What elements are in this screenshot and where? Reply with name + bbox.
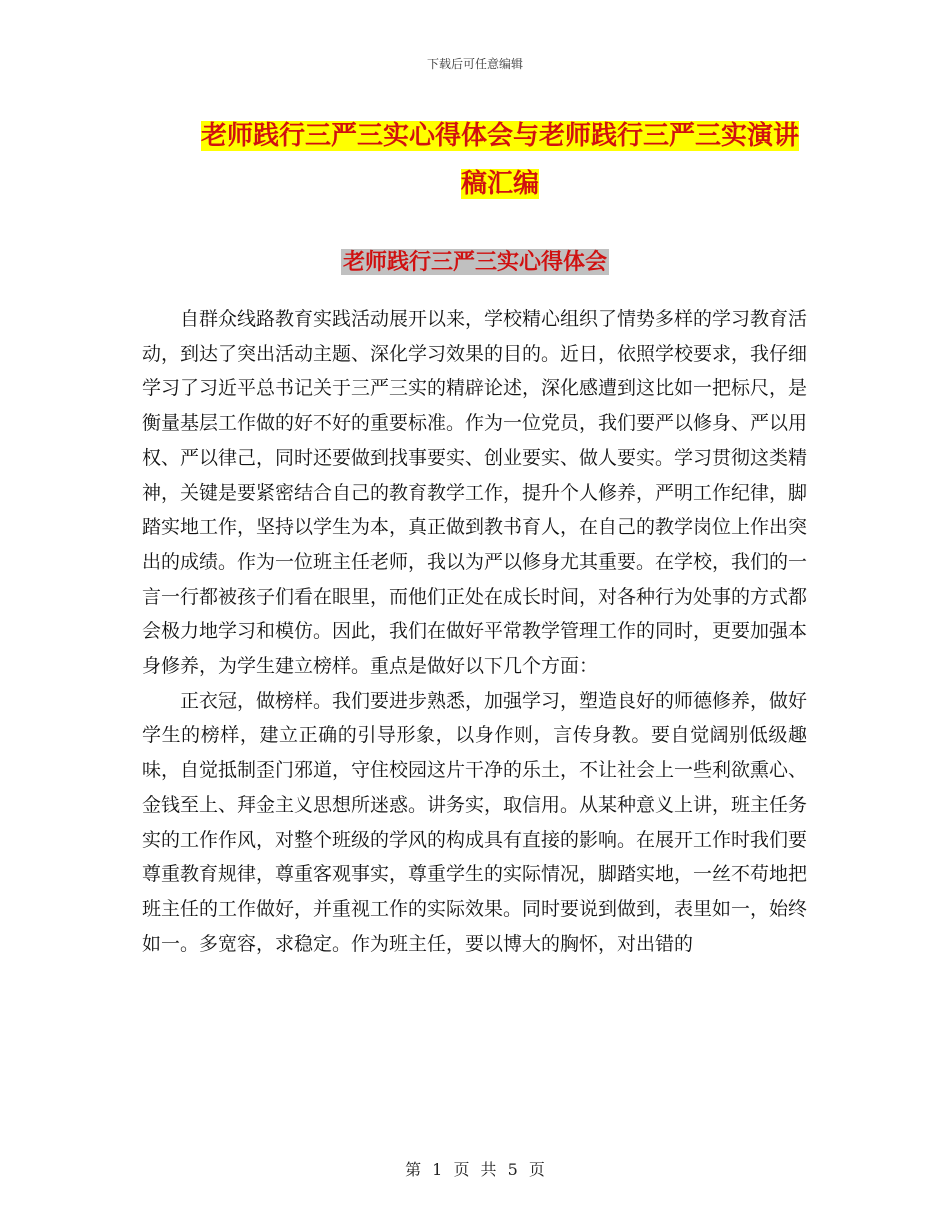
document-title [190, 112, 810, 208]
section-title [0, 245, 950, 276]
document-title-text: 老师践行三严三实心得体会与老师践行三严三实演讲稿汇编 [200, 121, 799, 199]
section-title-text: 老师践行三严三实心得体会 [342, 249, 607, 275]
paragraph-1: 自群众线路教育实践活动展开以来，学校精心组织了情势多样的学习教育活动，到达了突出活动主题、深化学习效果的目的。近日，依照学校要求，我仔细学习了习近平总书记关于三严三实的精辟论述，深化感遭到这比如一把标尺，是衡量基层工作做的好不好的重要标准。作为一位党员，我们要严以修身、严以用权、严以律己，同时还要做到找事要实、创业要实、做人要实。学习贯彻这类精神，关键是要紧密结合自己的教育教学工作，提升个人修养，严明工作纪律，脚踏实地工作，坚持以学生为本，真正做到教书育人，在自己的教学岗位上作出突出的成绩。作为一位班主任老师，我以为严以修身尤其重要。在学校，我们的一言一行都被孩子们看在眼里，而他们正处在成长时间，对各种行为处事的方式都会极力地学习和模仿。因此，我们在做好平常教学管理工作的同时，更要加强本身修养，为学生建立榜样。重点是做好以下几个方面： [142, 308, 808, 678]
paragraph-2: 正衣冠，做榜样。我们要进步熟悉，加强学习，塑造良好的师德修养，做好学生的榜样，建立正确的引导形象，以身作则，言传身教。要自觉阔别低级趣味，自觉抵制歪门邪道，守住校园这片干净的乐土，不让社会上一些利欲熏心、金钱至上、拜金主义思想所迷惑。讲务实，取信用。从某种意义上讲，班主任务实的工作作风，对整个班级的学风的构成具有直接的影响。在展开工作时我们要尊重教育规律，尊重客观事实，尊重学生的实际情况，脚踏实地，一丝不苟地把班主任的工作做好，并重视工作的实际效果。同时要说到做到，表里如一，始终如一。多宽容，求稳定。作为班主任，要以博大的胸怀，对出错的 [142, 689, 808, 955]
header-note: 下载后可任意编辑 [426, 57, 523, 71]
body-text [142, 302, 807, 961]
page-number-footer: 第 1 页 共 5 页 [405, 1160, 545, 1179]
